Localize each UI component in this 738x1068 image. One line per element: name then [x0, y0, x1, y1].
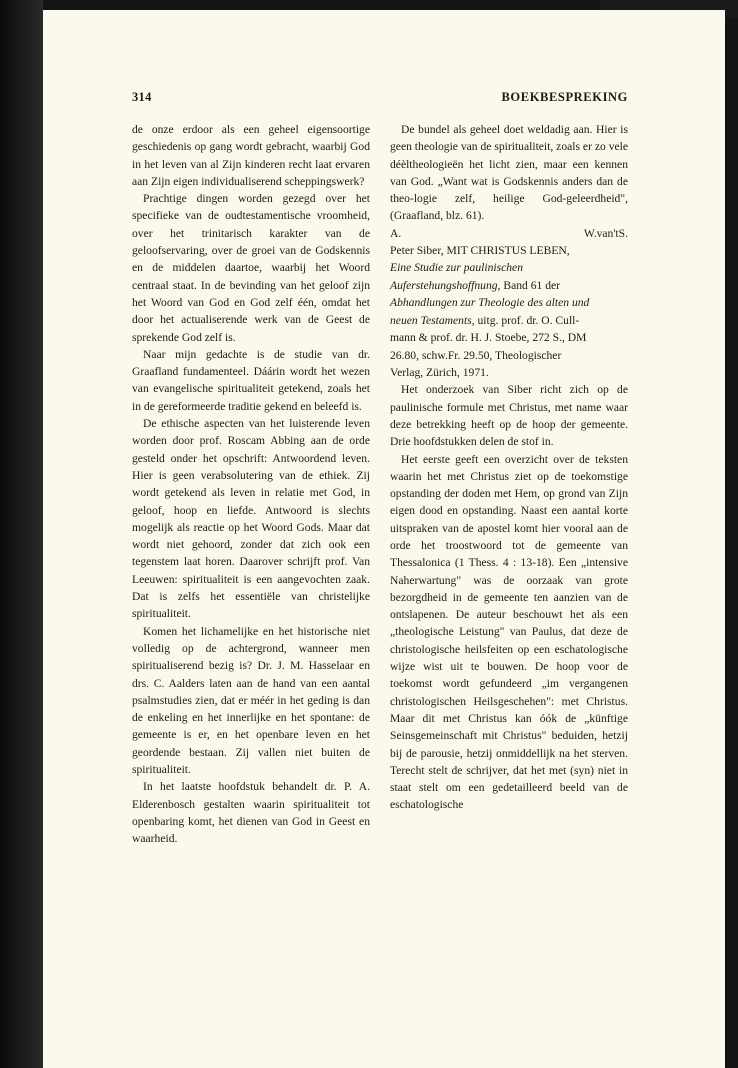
scan-border-left	[0, 0, 43, 1068]
right-column	[390, 121, 628, 814]
left-column	[132, 121, 370, 847]
paragraph: de onze erdoor als een geheel eigensoortige geschiedenis op gang wordt gebracht, waarbij God in het leven van al Zijn kinderen recht laat ervaren aan Zijn eigen individualiserend scheppingswerk?	[132, 123, 370, 188]
book-series-prefix: Band 61 der	[503, 278, 561, 292]
running-header	[132, 90, 628, 108]
signature-author: W.van'tS.	[583, 226, 628, 240]
signature-initial: A.	[390, 226, 402, 240]
review-signature	[390, 225, 628, 242]
paragraph: Het eerste geeft een overzicht over de teksten waarin het met Christus ziet op de toekomstige opstanding der doden met Hem, op grond van Zijn eigen dood en opstanding. Naast een aantal korte uitspraken van de apostel komt hier vooral aan de orde het troostwoord tot de gemeente van Thessalonica (1 Thess. 4 : 13-18). Een „intensive Naherwartung" was de oorzaak van grote bezorgdheid in de gemeente ten aanzien van de ontslapenen. De auteur beschouwt het als een „theologische Leistung" van Paulus, dat deze de christologische heilsfeiten op een eschatologische wijze wist uit te bouwen. De hoop voor de toekomst wordt gefundeerd „im vergangenen christologischen Heilsgeschehen": met Christus. Maar dit met Christus kan óók de „künftige Seinsgemeinschaft mit Christus" beduiden, hetzij bij de parousie, hetzij onmiddellijk na het sterven. Terecht stelt de schrijver, dat het met (syn) niet in staat stelt om een gedetailleerd beeld van de eschatologische	[390, 452, 628, 812]
book-publication: uitg. prof. dr. O. Cullmann & prof. dr. H. J. Stoebe, 272 S., DM 26.80, schw.Fr. 29.50, Theologischer Verlag, Zürich, 1971.	[390, 313, 587, 379]
paragraph: In het laatste hoofdstuk behandelt dr. P. A. Elderenbosch gestalten waarin spiritualiteit tot openbaring komt, het dienen van God in Geest en waarheid.	[132, 780, 370, 846]
paragraph: Naar mijn gedachte is de studie van dr. Graafland fundamenteel. Dáárin wordt het wezen van evangelische spiritualiteit getekend, zoals het in de gereformeerde traditie gekend en beleefd is.	[132, 347, 370, 413]
book-series: Abhandlungen zur Theologie des alten und neuen Testaments,	[390, 296, 590, 327]
book-author: Peter Siber,	[390, 244, 444, 258]
paragraph: De bundel als geheel doet weldadig aan. Hier is geen theologie van de spiritualiteit, zoals er zo vele déèltheologieën het licht zien, maar een kennen van God. „Want wat is Godskennis anders dan de theo-logie zelf, heilige God-geleerdheid", (Graafland, blz. 61).	[390, 123, 628, 223]
book-subtitle: Eine Studie zur paulinischen Auferstehungshoffnung,	[390, 261, 523, 292]
paragraph: Komen het lichamelijke en het historische niet volledig op de achtergrond, wanneer men spiritualiserend bezig is? Dr. J. M. Hasselaar en drs. C. Aalders laten aan de hand van een aantal psalmstudies zien, dat er méér in het geding is dan de enkeling en het innerlijke en het spontane: de gemeente is er, en het openbare leven en het geordende bestaan. Zij vallen niet buiten de spiritualiteit.	[132, 624, 370, 776]
page-number: 314	[132, 90, 152, 104]
paragraph: De ethische aspecten van het luisterende leven worden door prof. Roscam Abbing aan de orde gesteld onder het opschrift: Antwoordend leven. Hier is geen verabsolutering van de ethiek. Zij wordt getekend als leven in relatie met God, in geloof, hoop en liefde. Antwoord is slechts mogelijk als reactie op het Woord Gods. Maar dat wordt niet gehoord, zonder dat zich ook een tegenstem laat horen. Daarover schrijft prof. Van Leeuwen: spiritualiteit is een aangevochten zaak. Dat is zelfs het essentiële van christelijke spiritualiteit.	[132, 417, 370, 621]
paragraph: Het onderzoek van Siber richt zich op de paulinische formule met Christus, met name waar deze betrekking heeft op de hoop der gemeente. Drie hoofdstukken delen de stof in.	[390, 383, 628, 449]
paragraph: Prachtige dingen worden gezegd over het specifieke van de oudtestamentische vroomheid, over het trinitarisch karakter van de geloofservaring, over de groei van de Godskennis en de middelen daartoe, waarbij het Woord centraal staat. In de bevinding van het geloof zijn het Woord van God en God zelf één, omdat het door het actualiserende werk van de Geest de sprekende God zelf is.	[132, 192, 370, 344]
book-title: MIT CHRISTUS LEBEN,	[446, 244, 570, 258]
book-citation	[390, 242, 590, 381]
section-title: BOEKBESPREKING	[501, 90, 628, 104]
